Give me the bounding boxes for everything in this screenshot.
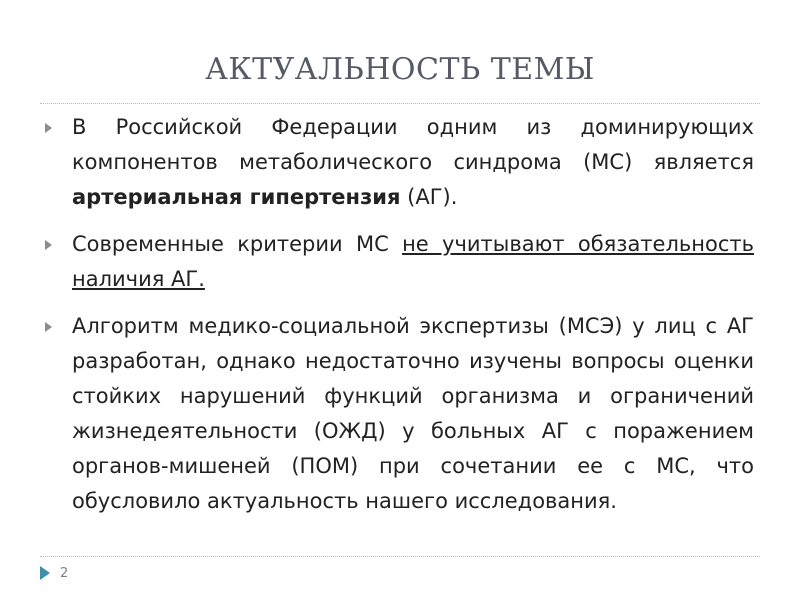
bullet-item-3 <box>44 309 754 519</box>
bullet-1-text-end: (АГ). <box>400 185 458 209</box>
bullet-list <box>44 110 754 531</box>
slide-footer <box>40 563 68 583</box>
bullet-item-1 <box>44 110 754 215</box>
bullet-3-text: Алгоритм медико-социальной экспертизы (МСЭ) у лиц с АГ разработан, однако недостаточно изучены вопросы оценки стойких нарушений функций организма и ограничений жизнедеятельности (ОЖД) у больных АГ с поражением органов-мишеней (ПОМ) при сочетании ее с МС, что обусловило актуальность нашего исследования. <box>72 314 754 513</box>
bullet-2-text: Современные критерии МС <box>72 232 403 256</box>
triangle-bullet-icon <box>44 321 56 333</box>
bullet-1-bold: артериальная гипертензия <box>72 185 401 209</box>
slide-number: 2 <box>60 565 69 581</box>
footer-divider <box>40 556 760 557</box>
triangle-bullet-icon <box>44 239 56 251</box>
bullet-item-2 <box>44 227 754 297</box>
bullet-1-text: В Российской Федерации одним из доминирующих компонентов метаболического синдрома (МС) является <box>72 115 754 174</box>
triangle-bullet-icon <box>44 122 56 134</box>
title-divider <box>40 103 760 104</box>
slide-title: АКТУАЛЬНОСТЬ ТЕМЫ <box>205 52 595 87</box>
bullet-2-underlined: не учитывают обязательность наличия АГ. <box>72 232 754 291</box>
triangle-arrow-icon <box>40 566 50 580</box>
